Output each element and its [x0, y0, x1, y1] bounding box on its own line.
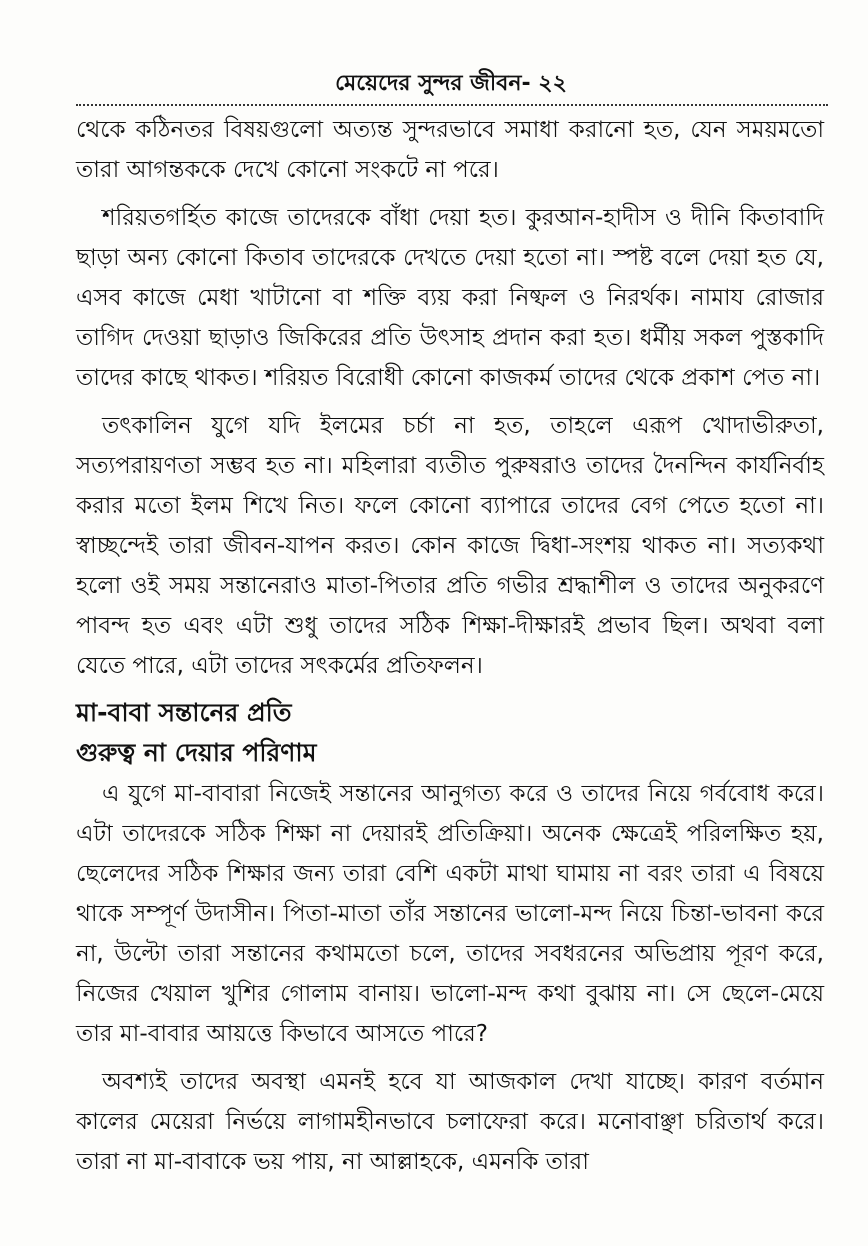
- page-header: মেয়েদের সুন্দর জীবন- ২২: [335, 71, 567, 96]
- section-heading-line-1: মা-বাবা সন্তানের প্রতি: [76, 698, 292, 727]
- section-heading: [76, 694, 824, 772]
- paragraph-2: শরিয়তগর্হিত কাজে তাদেরকে বাঁধা দেয়া হত। কুরআন-হাদীস ও দীনি কিতাবাদি ছাড়া অন্য কোনো কিতাব তাদেরকে দেখতে দেয়া হতো না। স্পষ্ট বলে দেয়া হত যে, এসব কাজে মেধা খাটানো বা শক্তি ব্যয় করা নিষ্ফল ও নিরর্থক। নামায রোজার তাগিদ দেওয়া ছাড়াও জিকিরের প্রতি উৎসাহ প্রদান করা হত। ধর্মীয় সকল পুস্তকাদি তাদের কাছে থাকত। শরিয়ত বিরোধী কোনো কাজকর্ম তাদের থেকে প্রকাশ পেত না।: [76, 205, 824, 391]
- body-text: [76, 110, 824, 1190]
- paragraph-4: এ যুগে মা-বাবারা নিজেই সন্তানের আনুগত্য করে ও তাদের নিয়ে গর্ববোধ করে। এটা তাদেরকে সঠিক শিক্ষা না দেয়ারই প্রতিক্রিয়া। অনেক ক্ষেত্রেই পরিলক্ষিত হয়, ছেলেদের সঠিক শিক্ষার জন্য তারা বেশি একটা মাথা ঘামায় না বরং তারা এ বিষয়ে থাকে সম্পূর্ণ উদাসীন। পিতা-মাতা তাঁর সন্তানের ভালো-মন্দ নিয়ে চিন্তা-ভাবনা করে না, উল্টো তারা সন্তানের কথামতো চলে, তাদের সবধরনের অভিপ্রায় পূরণ করে, নিজের খেয়াল খুশির গোলাম বানায়। ভালো-মন্দ কথা বুঝায় না। সে ছেলে-মেয়ে তার মা-বাবার আয়ত্তে কিভাবে আসতে পারে?: [76, 781, 824, 1047]
- paragraph-3: তৎকালিন যুগে যদি ইলমের চর্চা না হত, তাহলে এরূপ খোদাভীরুতা, সত্যপরায়ণতা সম্ভব হত না। মহিলারা ব্যতীত পুরুষরাও তাদের দৈনন্দিন কার্যনির্বাহ করার মতো ইলম শিখে নিত। ফলে কোনো ব্যাপারে তাদের বেগ পেতে হতো না। স্বাচ্ছন্দেই তারা জীবন-যাপন করত। কোন কাজে দ্বিধা-সংশয় থাকত না। সত্যকথা হলো ওই সময় সন্তানেরাও মাতা-পিতার প্রতি গভীর শ্রদ্ধাশীল ও তাদের অনুকরণে পাবন্দ হত এবং এটা শুধু তাদের সঠিক শিক্ষা-দীক্ষারই প্রভাব ছিল। অথবা বলা যেতে পারে, এটা তাদের সৎকর্মের প্রতিফলন।: [76, 413, 824, 679]
- section-heading-line-2: গুরুত্ব না দেয়ার পরিণাম: [76, 738, 317, 767]
- header-divider: [76, 104, 828, 106]
- paragraph-1: থেকে কঠিনতর বিষয়গুলো অত্যন্ত সুন্দরভাবে সমাধা করানো হত, যেন সময়মতো তারা আগন্তককে দেখে কোনো সংকটে না পরে।: [76, 117, 824, 183]
- paragraph-5: অবশ্যই তাদের অবস্থা এমনই হবে যা আজকাল দেখা যাচ্ছে। কারণ বর্তমান কালের মেয়েরা নির্ভয়ে লাগামহীনভাবে চলাফেরা করে। মনোবাঞ্ছা চরিতার্থ করে। তারা না মা-বাবাকে ভয় পায়, না আল্লাহকে, এমনকি তারা: [76, 1069, 824, 1175]
